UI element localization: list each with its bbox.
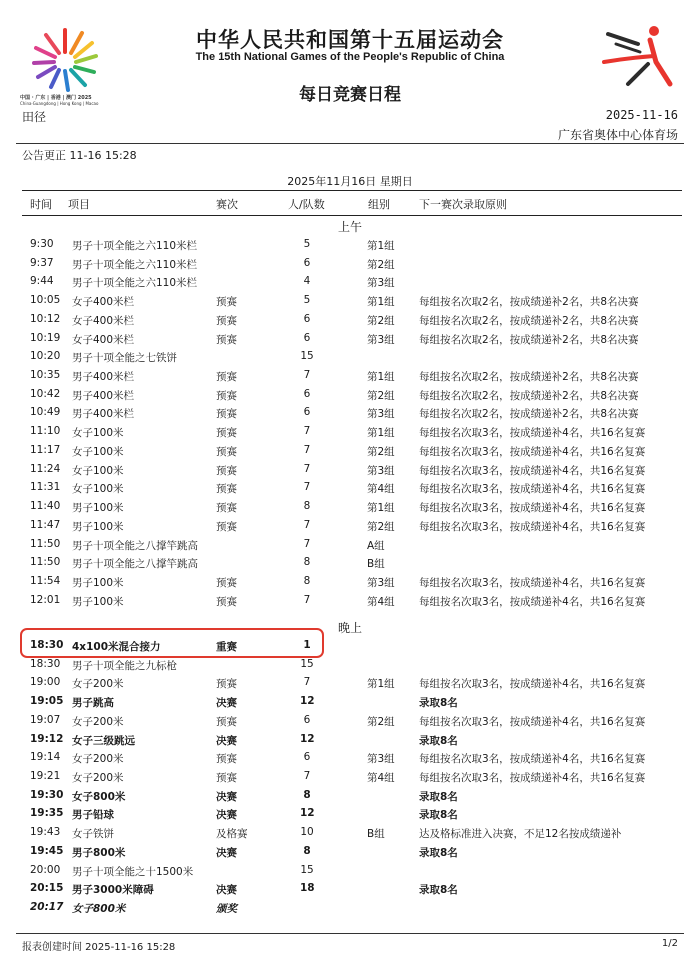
cell-time: 19:07 [30,713,61,726]
cell-event: 男子100米 [72,595,124,608]
cell-time: 10:05 [30,294,61,307]
cell-time: 19:30 [30,788,64,801]
cell-time: 9:37 [30,256,54,269]
cell-time: 9:30 [30,238,54,250]
cell-group: 第1组 [367,502,395,515]
cell-event: 女子800米 [72,790,126,803]
cell-time: 10:49 [30,406,61,419]
cell-rule: 每组按名次取2名，按成绩递补2名，共8名决赛 [419,333,639,346]
cell-event: 男子十项全能之六110米栏 [72,240,198,252]
table-row [0,592,700,611]
table-row [0,656,700,675]
cell-time: 20:00 [30,863,61,876]
table-row [0,236,700,255]
table-row [0,805,700,824]
cell-event: 男子100米 [72,502,124,515]
cell-event: 男子400米栏 [72,389,135,402]
cell-group: 第2组 [367,314,395,327]
cell-group: 第1组 [367,371,395,384]
page-number: 1/2 [661,938,678,949]
table-row [0,255,700,274]
cell-time: 18:30 [30,639,64,651]
divider [16,933,684,934]
column-header-time: 时间 [30,198,52,211]
cell-time: 11:40 [30,500,61,513]
table-row [0,880,700,899]
table-row [0,311,700,330]
cell-group: 第4组 [367,772,395,785]
page-subtitle: 每日竞赛日程 [299,85,401,105]
cell-event: 女子100米 [72,427,124,440]
cell-event: 男子十项全能之八撑竿跳高 [72,539,198,552]
cell-group: 第3组 [367,576,395,589]
cell-round: 预赛 [216,408,237,421]
cell-round: 预赛 [216,753,237,766]
cell-rule: 每组按名次取3名，按成绩递补4名，共16名复赛 [419,715,646,728]
cell-group: A组 [367,539,385,552]
cell-round: 决赛 [216,846,237,859]
cell-rule: 每组按名次取3名，按成绩递补4名，共16名复赛 [419,576,646,589]
table-row [0,423,700,442]
cell-round: 预赛 [216,371,237,384]
cell-time: 18:30 [30,657,61,670]
column-header-count: 人/队数 [288,198,325,211]
cell-time: 11:50 [30,537,61,550]
cell-event: 女子800米 [72,903,126,916]
cell-rule: 每组按名次取2名，按成绩递补2名，共8名决赛 [419,314,639,327]
cell-event: 男子100米 [72,576,124,589]
cell-group: 第3组 [367,753,395,766]
cell-round: 决赛 [216,734,237,747]
logo-caption: 中国 · 广东 | 香港 | 澳门 2025 China·Guangdong | Hong Kong | Macao [20,95,99,106]
cell-group: 第1组 [367,678,395,691]
table-row [0,843,700,862]
cell-count: 7 [303,518,311,531]
table-row [0,404,700,423]
session-label-morning: 上午 [337,220,362,234]
cell-round: 预赛 [216,520,237,533]
cell-time: 9:44 [30,275,54,288]
report-date: 2025-11-16 [605,108,678,122]
cell-group: 第2组 [367,715,395,728]
cell-group: 第2组 [367,520,395,533]
cell-round: 预赛 [216,576,237,589]
cell-event: 女子200米 [72,715,124,728]
page-title-english: The 15th National Games of the People's Republic of China [195,51,505,63]
cell-time: 20:17 [30,901,64,914]
table-row [0,461,700,480]
cell-count: 6 [303,713,311,726]
cell-group: 第2组 [367,445,395,458]
cell-count: 8 [303,500,311,513]
cell-count: 7 [303,537,311,550]
cell-round: 预赛 [216,772,237,785]
cell-event: 女子100米 [72,445,124,458]
cell-event: 男子400米栏 [72,371,135,384]
cell-count: 15 [300,350,314,363]
cell-time: 11:54 [30,574,61,587]
cell-time: 19:35 [30,807,64,820]
cell-event: 男子铅球 [72,809,114,822]
cell-group: 第3组 [367,464,395,477]
cell-count: 7 [303,593,311,606]
cell-count: 18 [300,882,315,895]
table-row [0,787,700,806]
table-row [0,536,700,555]
table-row [0,674,700,693]
table-row [0,862,700,881]
cell-group: 第1组 [367,427,395,440]
cell-event: 男子十项全能之六110米栏 [72,258,198,271]
cell-time: 11:24 [30,462,61,475]
highlight-box [20,628,324,658]
page-title: 中华人民共和国第十五届运动会 [196,28,504,52]
cell-event: 男子400米栏 [72,408,135,421]
cell-event: 男子800米 [72,846,126,859]
session-label-evening: 晚上 [337,621,362,635]
cell-count: 8 [303,574,311,587]
table-row [0,824,700,843]
table-row [0,348,700,367]
cell-count: 6 [303,331,311,344]
cell-time: 20:15 [30,882,64,895]
cell-count: 6 [303,312,311,325]
cell-round: 决赛 [216,809,237,822]
cell-round: 预赛 [216,445,237,458]
cell-count: 5 [303,294,311,307]
cell-event: 女子200米 [72,753,124,766]
cell-time: 10:19 [30,331,61,344]
cell-time: 11:50 [30,556,61,569]
cell-rule: 录取8名 [419,697,458,710]
cell-rule: 录取8名 [419,809,458,822]
cell-count: 12 [300,732,315,745]
cell-count: 6 [303,406,311,419]
cell-rule: 每组按名次取3名，按成绩递补4名，共16名复赛 [419,595,646,608]
cell-group: 第2组 [367,389,395,402]
cell-rule: 达及格标准进入决赛，不足12名按成绩递补 [419,828,622,841]
table-row [0,731,700,750]
cell-rule: 每组按名次取2名，按成绩递补2名，共8名决赛 [419,389,639,402]
table-row [0,693,700,712]
cell-rule: 每组按名次取3名，按成绩递补4名，共16名复赛 [419,520,646,533]
cell-rule: 录取8名 [419,884,458,897]
table-row [0,386,700,405]
cell-count: 7 [303,462,311,475]
cell-round: 预赛 [216,502,237,515]
cell-round: 决赛 [216,790,237,803]
cell-count: 6 [303,751,311,764]
cell-event: 男子十项全能之七铁饼 [72,352,177,365]
cell-count: 12 [300,807,315,820]
cell-event: 男子十项全能之十1500米 [72,865,194,878]
cell-count: 7 [303,425,311,438]
column-header-group: 组别 [368,198,390,211]
cell-round: 预赛 [216,715,237,728]
column-header-event: 项目 [68,198,90,211]
table-header [22,190,682,216]
cell-time: 10:35 [30,369,61,382]
table-row [0,712,700,731]
cell-event: 女子三级跳远 [72,734,135,747]
table-row [0,517,700,536]
created-timestamp: 报表创建时间 2025-11-16 15:28 [22,942,176,953]
cell-count: 7 [303,481,311,494]
cell-time: 11:31 [30,481,61,494]
cell-count: 7 [303,443,311,456]
table-row [0,768,700,787]
table-row [0,554,700,573]
cell-event: 男子十项全能之八撑竿跳高 [72,558,198,571]
table-row [0,442,700,461]
cell-time: 10:20 [30,350,61,363]
cell-count: 4 [303,275,311,288]
cell-count: 7 [303,770,311,783]
cell-rule: 每组按名次取3名，按成绩递补4名，共16名复赛 [419,772,646,785]
cell-rule: 录取8名 [419,790,458,803]
column-header-rule: 下一赛次录取原则 [419,198,507,211]
cell-group: B组 [367,828,385,841]
cell-group: 第1组 [367,296,395,309]
cell-rule: 每组按名次取3名，按成绩递补4名，共16名复赛 [419,445,646,458]
venue-label: 广东省奥体中心体育场 [557,128,678,142]
table-row [0,479,700,498]
cell-rule: 每组按名次取3名，按成绩递补4名，共16名复赛 [419,483,646,496]
cell-event: 女子200米 [72,772,124,785]
divider [16,143,684,144]
cell-event: 男子十项全能之九标枪 [72,659,177,672]
cell-event: 女子400米栏 [72,314,135,327]
cell-round: 预赛 [216,595,237,608]
cell-group: 第4组 [367,483,395,496]
update-note: 公告更正 11-16 15:28 [22,149,137,162]
cell-count: 15 [300,657,314,670]
cell-event: 男子3000米障碍 [72,884,154,897]
cell-rule: 每组按名次取3名，按成绩递补4名，共16名复赛 [419,464,646,477]
cell-group: 第4组 [367,595,395,608]
cell-rule: 每组按名次取3名，按成绩递补4名，共16名复赛 [419,678,646,691]
cell-event: 女子铁饼 [72,828,114,841]
cell-count: 15 [300,863,314,876]
cell-count: 7 [303,676,311,689]
cell-time: 11:10 [30,425,61,438]
cell-time: 10:42 [30,387,61,400]
cell-count: 6 [303,256,311,269]
cell-rule: 每组按名次取3名，按成绩递补4名，共16名复赛 [419,502,646,515]
cell-group: 第3组 [367,333,395,346]
cell-time: 19:21 [30,770,61,783]
cell-event: 4x100米混合接力 [72,641,161,653]
cell-event: 女子400米栏 [72,333,135,346]
cell-group: 第3组 [367,277,395,290]
cell-round: 预赛 [216,464,237,477]
cell-event: 女子400米栏 [72,296,135,309]
cell-time: 19:12 [30,732,64,745]
cell-round: 预赛 [216,314,237,327]
cell-rule: 每组按名次取2名，按成绩递补2名，共8名决赛 [419,408,639,421]
cell-round: 预赛 [216,427,237,440]
table-row [0,573,700,592]
cell-event: 男子100米 [72,520,124,533]
cell-round: 预赛 [216,333,237,346]
cell-event: 女子100米 [72,483,124,496]
cell-time: 19:43 [30,826,61,839]
cell-event: 男子十项全能之六110米栏 [72,277,198,290]
cell-rule: 录取8名 [419,734,458,747]
table-row [0,330,700,349]
cell-round: 及格赛 [216,828,248,841]
cell-time: 19:14 [30,751,61,764]
cell-count: 8 [303,788,311,801]
cell-count: 10 [300,826,314,839]
cell-time: 19:00 [30,676,61,689]
table-row [0,899,700,918]
cell-count: 8 [303,844,311,857]
cell-group: 第3组 [367,408,395,421]
table-row [0,749,700,768]
schedule-date: 2025年11月16日 星期日 [287,175,413,188]
cell-round: 决赛 [216,884,237,897]
table-row [0,498,700,517]
cell-round: 预赛 [216,678,237,691]
cell-rule: 每组按名次取2名，按成绩递补2名，共8名决赛 [419,296,639,309]
cell-count: 6 [303,387,311,400]
cell-round: 预赛 [216,389,237,402]
cell-count: 1 [303,639,311,651]
cell-group: 第1组 [367,240,395,252]
cell-time: 12:01 [30,593,61,606]
cell-rule: 每组按名次取3名，按成绩递补4名，共16名复赛 [419,427,646,440]
cell-count: 7 [303,369,311,382]
cell-group: 第2组 [367,258,395,271]
column-header-round: 赛次 [216,198,238,211]
cell-round: 颁奖 [216,903,237,916]
cell-rule: 每组按名次取3名，按成绩递补4名，共16名复赛 [419,753,646,766]
cell-group: B组 [367,558,385,571]
cell-rule: 录取8名 [419,846,458,859]
cell-time: 11:17 [30,443,61,456]
cell-round: 预赛 [216,296,237,309]
cell-round: 决赛 [216,697,237,710]
cell-count: 5 [303,238,311,250]
table-row [0,367,700,386]
cell-time: 19:05 [30,695,64,708]
cell-time: 10:12 [30,312,61,325]
cell-event: 男子跳高 [72,697,114,710]
discipline-label: 田径 [22,110,47,124]
cell-round: 预赛 [216,483,237,496]
cell-round: 重赛 [216,641,237,653]
cell-count: 8 [303,556,311,569]
cell-count: 12 [300,695,315,708]
table-row [0,292,700,311]
cell-event: 女子200米 [72,678,124,691]
table-row [0,273,700,292]
cell-time: 11:47 [30,518,61,531]
cell-time: 19:45 [30,844,64,857]
cell-rule: 每组按名次取2名，按成绩递补2名，共8名决赛 [419,371,639,384]
cell-event: 女子100米 [72,464,124,477]
